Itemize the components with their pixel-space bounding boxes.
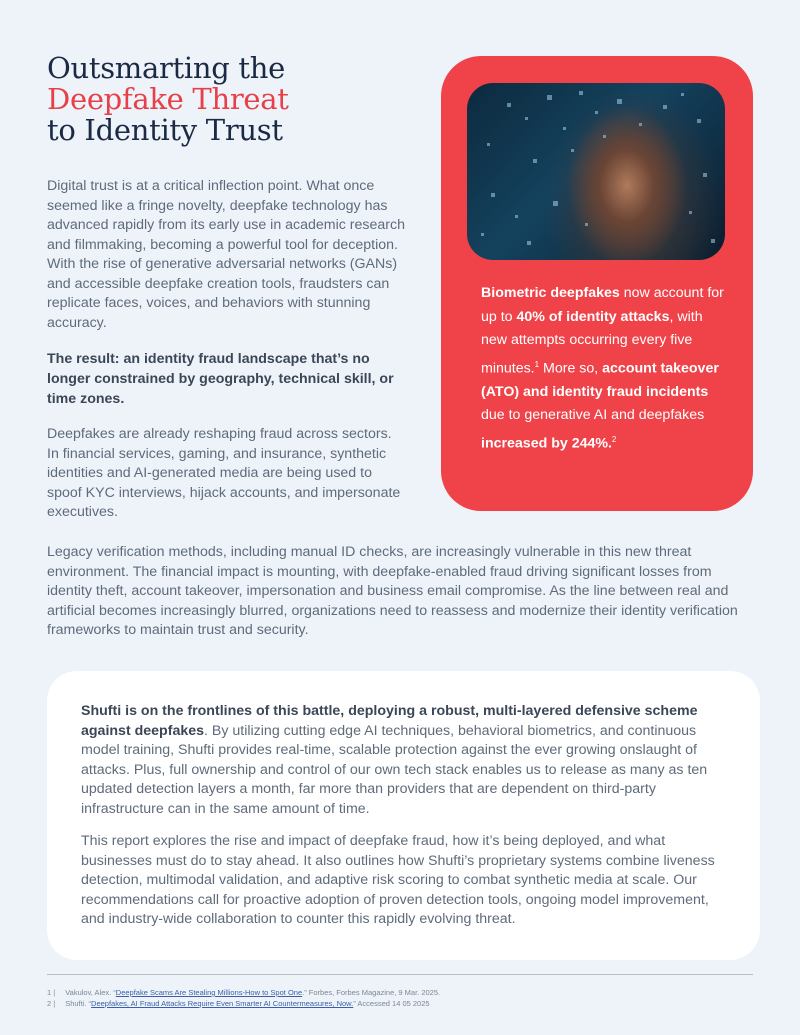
footnote-author: Shufti. “: [65, 999, 92, 1008]
deepfake-face-image: [467, 83, 725, 260]
footnote-1: [47, 988, 440, 998]
stat-40-percent: 40% of identity attacks: [516, 308, 670, 325]
footnote-divider: [47, 974, 753, 975]
footnote-ref-2: 2: [611, 434, 617, 444]
title-line-3: to Identity Trust: [47, 113, 283, 147]
pixel-overlay-graphic: [467, 83, 725, 260]
footnote-author: Vakulov, Alex. “: [65, 988, 116, 997]
page-title: [47, 53, 289, 146]
result-statement: The result: an identity fraud landscape that’s no longer constrained by geography, technical skill, or time zones.: [47, 351, 394, 407]
stat-text-part: , with new attempts occurring every five minutes.: [481, 308, 703, 377]
footnote-number: 1 |: [47, 988, 56, 997]
footnote-number: 2 |: [47, 999, 56, 1008]
title-line-1: Outsmarting the: [47, 51, 286, 85]
callout-lead: Shufti is on the frontlines of this battle, deploying a robust, multi-layered defensive scheme against deepfakes: [81, 703, 698, 739]
footnote-1-link[interactable]: Deepfake Scams Are Stealing Millions-How to Spot One: [115, 988, 303, 997]
stat-ato-incidents: account takeover (ATO) and identity fraud incidents: [481, 360, 719, 400]
reshaping-paragraph: Deepfakes are already reshaping fraud across sectors. In financial services, gaming, and insurance, synthetic identities and AI-generated media are being used to spoof KYC interviews, hijack accounts, and impersonate executives.: [47, 426, 401, 520]
callout-paragraph-2: This report explores the rise and impact of deepfake fraud, how it’s being deployed, and what businesses must do to stay ahead. It also outlines how Shufti’s proprietary systems combine liveness detection, multimodal validation, and adaptive risk scoring to combat synthetic media at scale. Our recommendations call for proactive adoption of proven detection tools, ongoing model improvement, and industry-wide collaboration to counter this rapidly evolving threat.: [81, 833, 715, 927]
callout-body: . By utilizing cutting edge AI techniques, behavioral biometrics, and continuous model training, Shufti provides real-time, scalable protection against the ever growing onslaught of attacks. Plus, full ownership and control of our own tech stack enables us to release as many as ten updated detection layers a month, far more than providers that are dependent on third-party infrastructure can in the same amount of time.: [81, 722, 708, 817]
intro-paragraph: Digital trust is at a critical inflection point. What once seemed like a fringe novelty, deepfake technology has advanced rapidly from its early use in academic research and filmmaking, becoming a powerful tool for deception. With the rise of generative adversarial networks (GANs) and accessible deepfake creation tools, fraudsters can replicate faces, voices, and behaviors with stunning accuracy.: [47, 178, 406, 331]
stat-biometric-deepfakes: Biometric deepfakes: [481, 285, 620, 301]
callout-paragraph-1: [81, 702, 729, 819]
stat-text-part: now account for up to: [481, 285, 724, 325]
footnote-2: [47, 999, 430, 1009]
shufti-callout-box: [47, 671, 760, 960]
footnote-ref-1: 1: [534, 359, 540, 369]
footnote-source: .” Forbes, Forbes Magazine, 9 Mar. 2025.: [302, 988, 441, 997]
stat-244-percent: increased by 244%.: [481, 435, 612, 452]
stat-text-part: More so,: [539, 360, 603, 377]
footnote-2-link[interactable]: Deepfakes, AI Fraud Attacks Require Even Smarter AI Countermeasures, Now.: [91, 999, 354, 1008]
title-line-2-accent: Deepfake Threat: [47, 82, 289, 116]
legacy-paragraph: Legacy verification methods, including manual ID checks, are increasingly vulnerable in this new threat environment. The financial impact is mounting, with deepfake-enabled fraud driving significant losses from identity theft, account takeover, impersonation and business email compromise. As the line between real and artificial becomes increasingly blurred, organizations need to reassess and modernize their identity verification frameworks to maintain trust and security.: [47, 544, 738, 638]
stat-text-part: due to generative AI and deepfakes: [481, 407, 705, 424]
footnote-source: ” Accessed 14 05 2025: [353, 999, 430, 1008]
stat-card: [441, 56, 753, 511]
stat-text: [481, 282, 729, 456]
